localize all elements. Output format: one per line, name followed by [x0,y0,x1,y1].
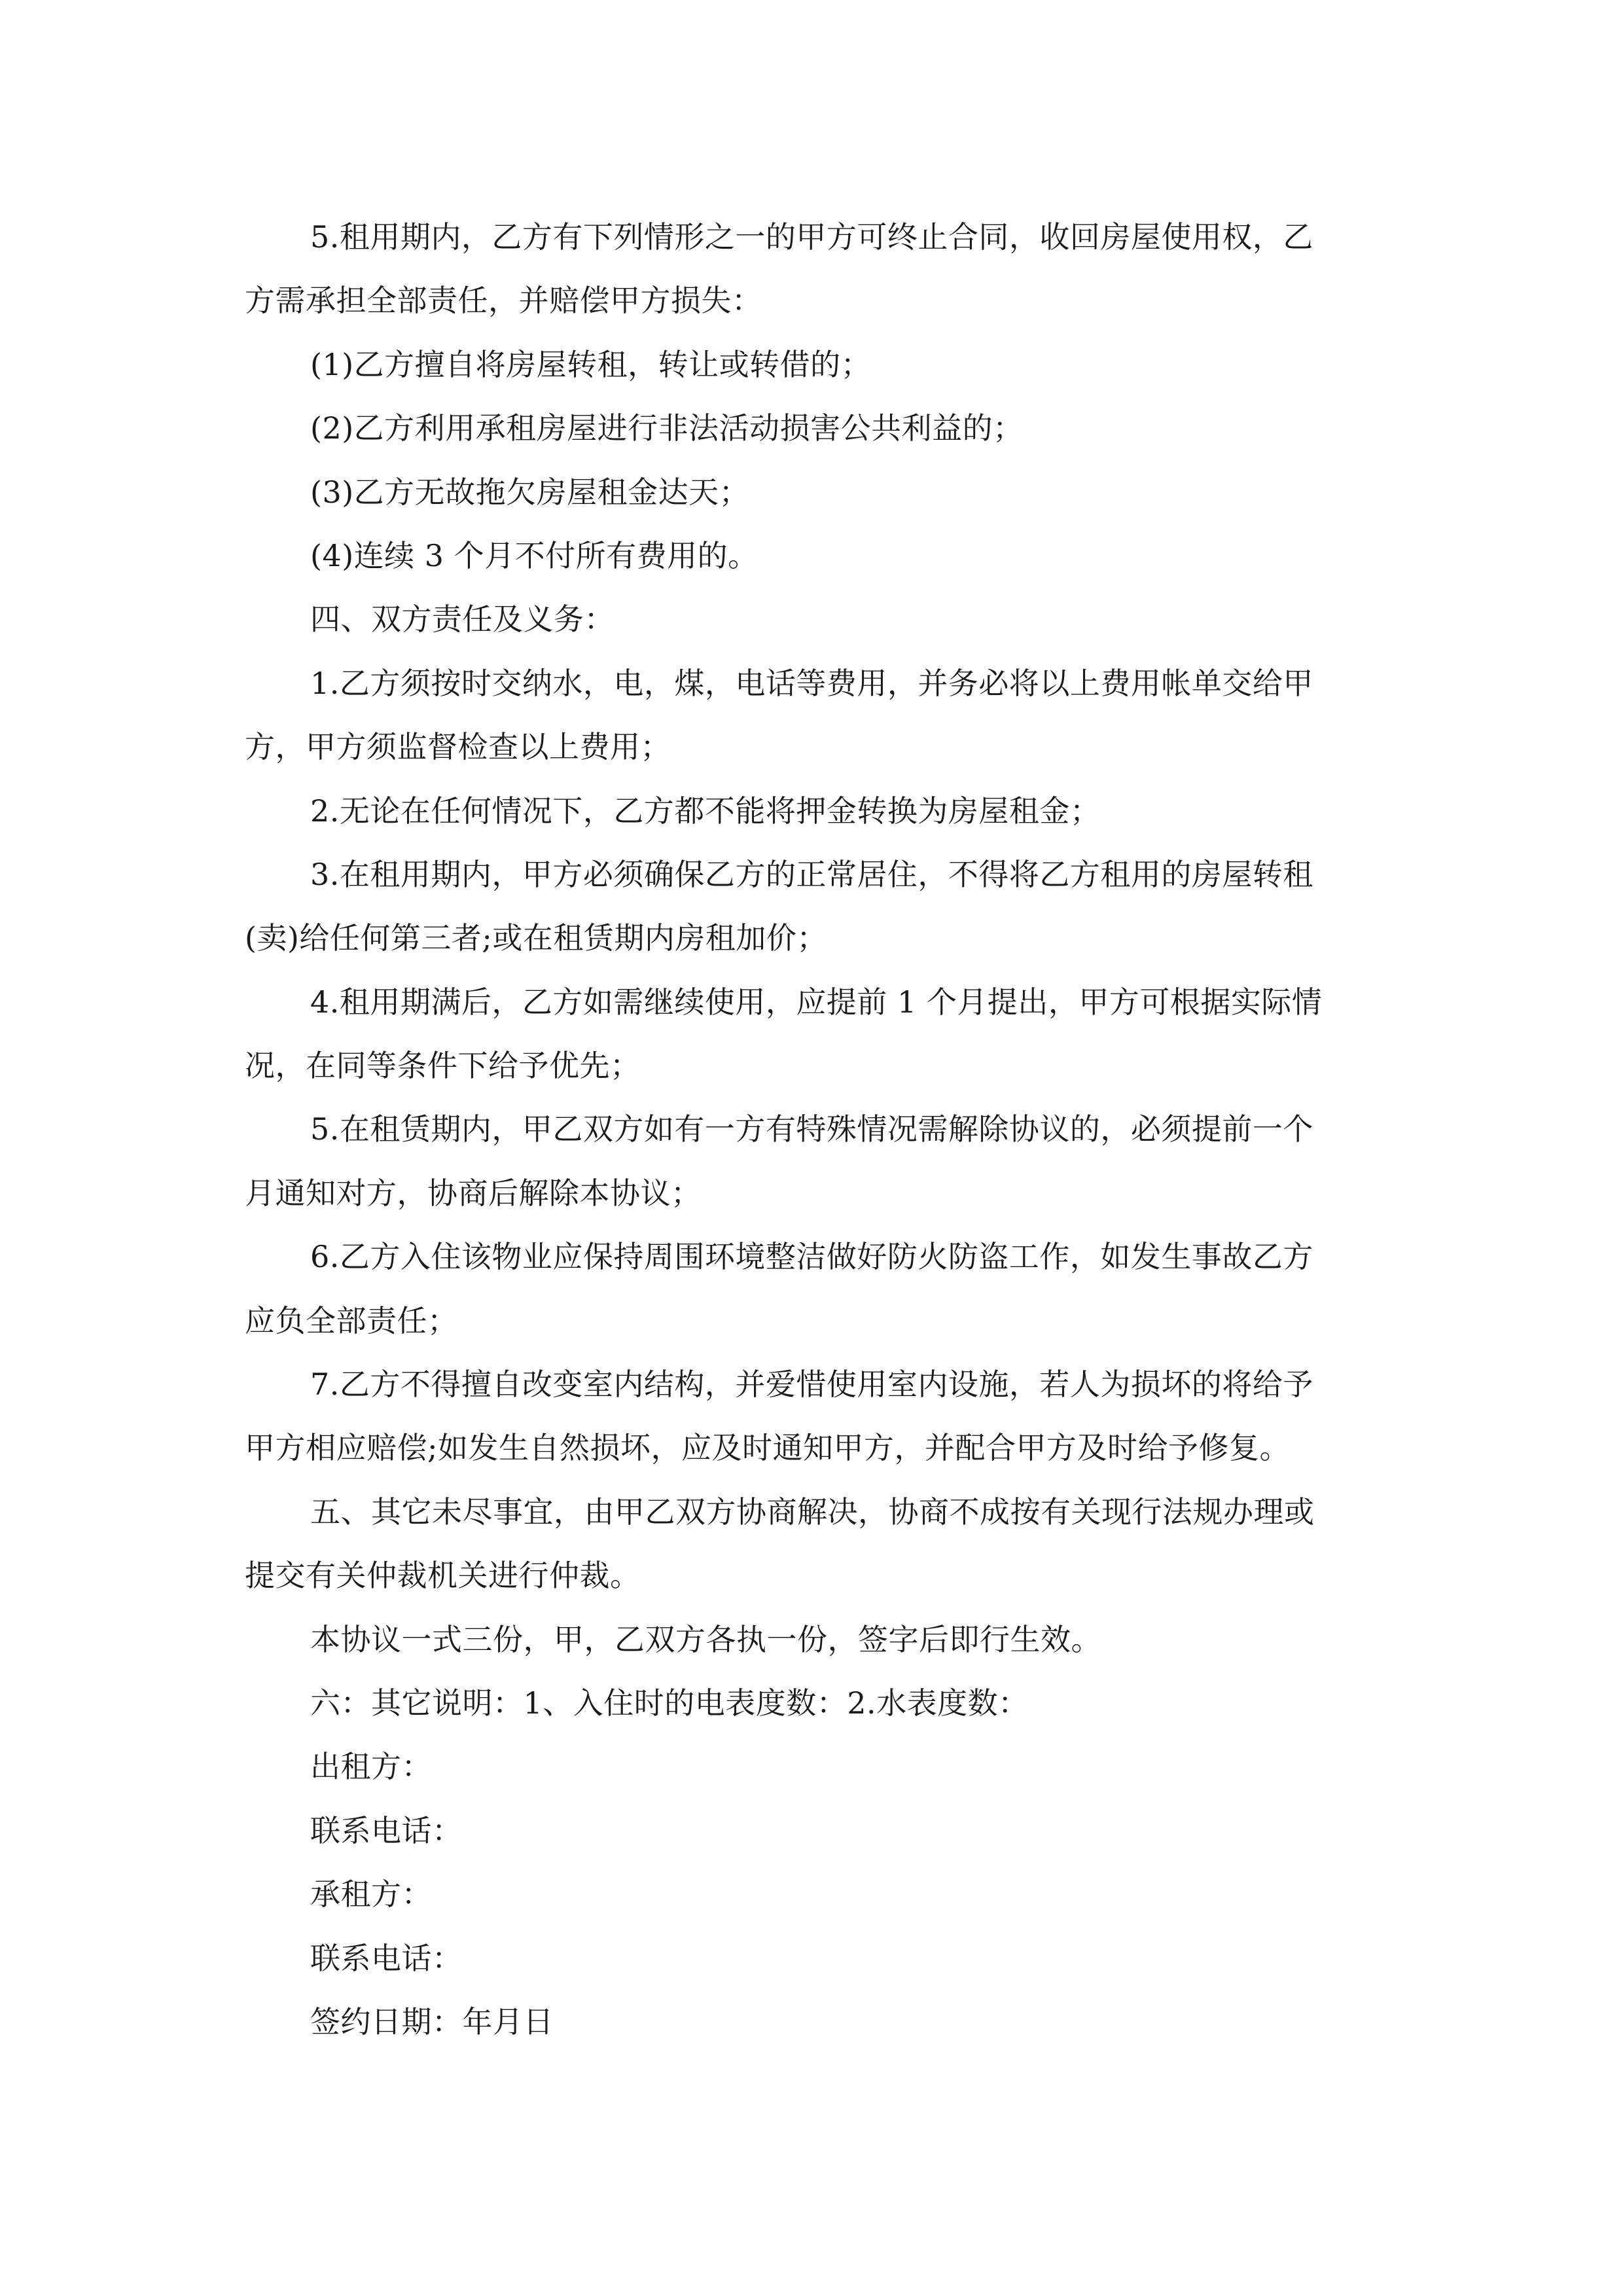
duty-5-line-1: 5.在租赁期内，甲乙双方如有一方有特殊情况需解除协议的，必须提前一个 [310,1111,1313,1147]
section-5-line-1: 五、其它未尽事宜，由甲乙双方协商解决，协商不成按有关现行法规办理或 [310,1494,1315,1530]
lessor-label: 出租方： [310,1749,432,1785]
termination-case-4: (4)连续 3 个月不付所有费用的。 [310,537,758,573]
termination-case-2: (2)乙方利用承租房屋进行非法活动损害公共利益的； [310,410,1024,446]
lessor-phone-label: 联系电话： [310,1812,463,1848]
duty-5-line-2: 月通知对方，协商后解除本协议； [245,1175,702,1211]
clause-5-termination-line-2: 方需承担全部责任，并赔偿甲方损失： [245,283,762,319]
section-5-line-2: 提交有关仲裁机关进行仲裁。 [245,1558,641,1594]
duty-1-line-1: 1.乙方须按时交纳水，电，煤，电话等费用，并务必将以上费用帐单交给甲 [310,665,1313,701]
agreement-copies-note: 本协议一式三份，甲，乙双方各执一份，签字后即行生效。 [310,1621,1101,1657]
document-body [245,206,1377,2054]
signing-date-label: 签约日期：年月日 [310,2003,554,2039]
lessee-label: 承租方： [310,1876,432,1912]
duty-3-line-1: 3.在租用期内，甲方必须确保乙方的正常居住，不得将乙方租用的房屋转租 [310,856,1313,892]
termination-case-1: (1)乙方擅自将房屋转租，转让或转借的； [310,346,872,382]
duty-6-line-1: 6.乙方入住该物业应保持周围环境整洁做好防火防盗工作，如发生事故乙方 [310,1239,1313,1275]
clause-5-termination-line-1: 5.租用期内，乙方有下列情形之一的甲方可终止合同，收回房屋使用权，乙 [310,219,1313,255]
section-4-heading: 四、双方责任及义务： [310,601,615,637]
duty-7-line-2: 甲方相应赔偿;如发生自然损坏，应及时通知甲方，并配合甲方及时给予修复。 [245,1430,1290,1466]
duty-4-line-1: 4.租用期满后，乙方如需继续使用，应提前 1 个月提出，甲方可根据实际情 [310,984,1323,1020]
lessee-phone-label: 联系电话： [310,1940,463,1976]
duty-7-line-1: 7.乙方不得擅自改变室内结构，并爱惜使用室内设施，若人为损坏的将给予 [310,1367,1313,1403]
duty-2: 2.无论在任何情况下，乙方都不能将押金转换为房屋租金； [310,793,1101,829]
section-6-other-notes: 六：其它说明：1、入住时的电表度数：2.水表度数： [310,1685,1029,1721]
duty-4-line-2: 况，在同等条件下给予优先； [245,1048,641,1084]
duty-6-line-2: 应负全部责任； [245,1302,458,1338]
termination-case-3: (3)乙方无故拖欠房屋租金达天； [310,474,750,510]
duty-1-line-2: 方，甲方须监督检查以上费用； [245,729,671,765]
duty-3-line-2: (卖)给任何第三者;或在租赁期内房租加价； [245,920,827,956]
